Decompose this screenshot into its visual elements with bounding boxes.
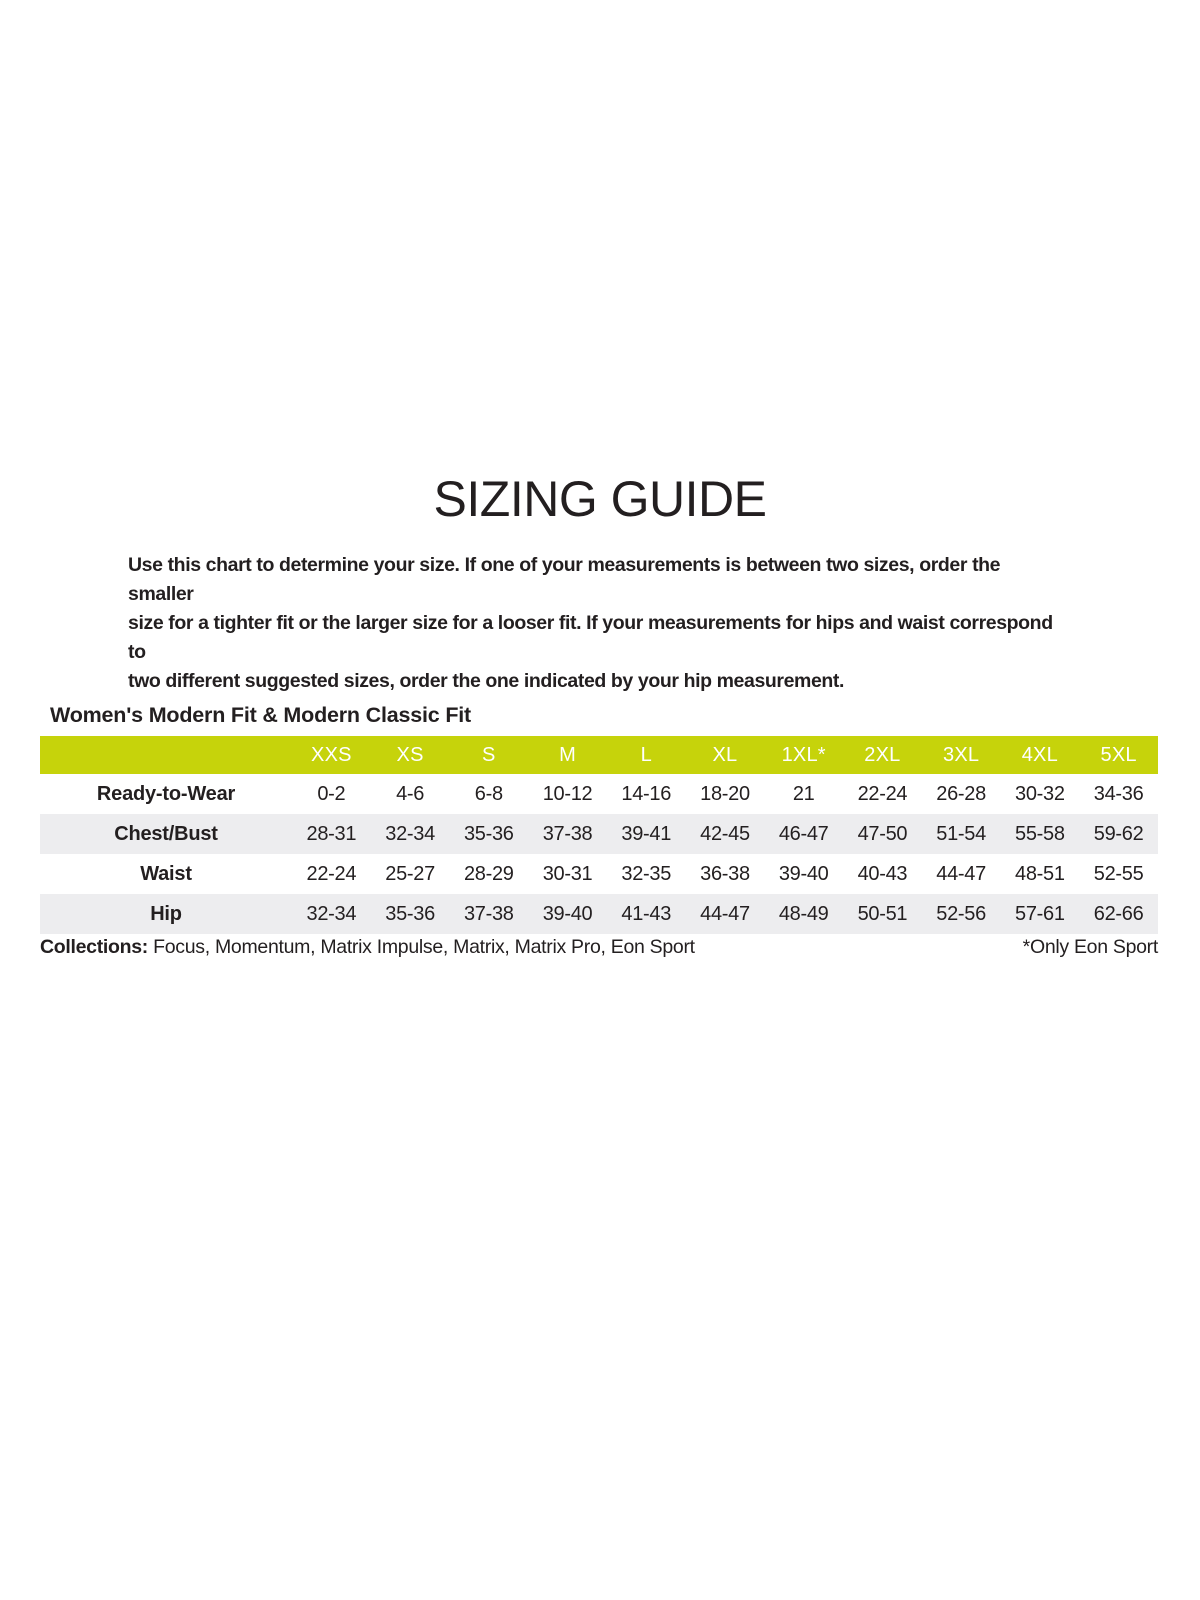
page-title: SIZING GUIDE [433, 471, 767, 527]
row-label-column-header [40, 736, 292, 774]
size-value-cell: 48-51 [1015, 862, 1065, 885]
size-value-cell: 52-56 [936, 902, 986, 925]
size-value-cell: 47-50 [857, 822, 908, 845]
size-value-cell: 0-2 [317, 782, 346, 805]
intro-paragraph [128, 551, 1068, 696]
size-value-cell: 50-51 [857, 902, 908, 925]
size-column-header: M [528, 736, 607, 774]
size-value-cell: 37-38 [463, 902, 514, 925]
size-value-cell: 30-31 [542, 862, 593, 885]
size-value-cell: 34-36 [1093, 782, 1144, 805]
size-value-cell: 39-40 [778, 862, 829, 885]
row-label: Ready-to-Wear [96, 782, 236, 805]
size-value-cell: 44-47 [700, 902, 750, 925]
size-value-cell: 51-54 [936, 822, 986, 845]
size-value-cell: 18-20 [700, 782, 750, 805]
size-value-cell: 44-47 [936, 862, 986, 885]
size-value-cell: 55-58 [1015, 822, 1065, 845]
size-column-header: 1XL* [764, 736, 843, 774]
intro-line: size for a tighter fit or the larger size for a looser fit. If your measurements for hips and waist correspond to [128, 612, 1053, 663]
row-label: Chest/Bust [114, 822, 218, 845]
intro-line: two different suggested sizes, order the one indicated by your hip measurement. [128, 670, 845, 692]
size-value-cell: 21 [792, 782, 815, 805]
collections-footnote: *Only Eon Sport [1022, 936, 1158, 958]
table-row [40, 894, 1158, 934]
size-column-header: 5XL [1079, 736, 1158, 774]
size-value-cell: 25-27 [385, 862, 435, 885]
size-value-cell: 32-34 [385, 822, 435, 845]
size-column-header: L [607, 736, 686, 774]
size-value-cell: 62-66 [1093, 902, 1144, 925]
section-heading: Women's Modern Fit & Modern Classic Fit [50, 703, 471, 727]
size-value-cell: 10-12 [542, 782, 593, 805]
size-value-cell: 22-24 [306, 862, 357, 885]
size-value-cell: 39-40 [542, 902, 593, 925]
size-value-cell: 35-36 [463, 822, 514, 845]
collections-text [40, 936, 695, 959]
size-value-cell: 39-41 [621, 822, 672, 845]
row-label: Hip [150, 902, 182, 925]
collections-label: Collections: [40, 936, 148, 958]
size-column-header: XL [686, 736, 765, 774]
row-label: Waist [140, 862, 192, 885]
size-value-cell: 57-61 [1015, 902, 1065, 925]
collections-footer [40, 936, 1158, 959]
size-value-cell: 59-62 [1093, 822, 1144, 845]
size-value-cell: 40-43 [857, 862, 908, 885]
size-value-cell: 26-28 [936, 782, 986, 805]
size-value-cell: 14-16 [621, 782, 672, 805]
size-column-header: 2XL [843, 736, 922, 774]
size-value-cell: 42-45 [700, 822, 750, 845]
intro-line: Use this chart to determine your size. If one of your measurements is between two sizes, order the smaller [128, 554, 1001, 605]
size-value-cell: 22-24 [857, 782, 908, 805]
table-row [40, 774, 1158, 814]
size-value-cell: 46-47 [778, 822, 829, 845]
size-value-cell: 28-31 [306, 822, 357, 845]
size-column-header: 4XL [1000, 736, 1079, 774]
size-column-header: XXS [292, 736, 371, 774]
size-table-header-row [40, 736, 1158, 774]
size-value-cell: 41-43 [621, 902, 672, 925]
table-row [40, 854, 1158, 894]
size-value-cell: 35-36 [385, 902, 435, 925]
size-value-cell: 37-38 [542, 822, 593, 845]
size-column-header: XS [371, 736, 450, 774]
size-value-cell: 52-55 [1093, 862, 1144, 885]
size-column-header: S [449, 736, 528, 774]
collections-list: Focus, Momentum, Matrix Impulse, Matrix, Matrix Pro, Eon Sport [153, 936, 695, 958]
size-column-header: 3XL [922, 736, 1001, 774]
size-value-cell: 48-49 [778, 902, 829, 925]
size-value-cell: 28-29 [463, 862, 514, 885]
size-value-cell: 36-38 [700, 862, 750, 885]
table-row [40, 814, 1158, 854]
size-value-cell: 4-6 [396, 782, 425, 805]
size-value-cell: 32-35 [621, 862, 672, 885]
size-value-cell: 6-8 [474, 782, 503, 805]
size-value-cell: 30-32 [1015, 782, 1065, 805]
size-value-cell: 32-34 [306, 902, 357, 925]
sizing-table [40, 736, 1158, 934]
